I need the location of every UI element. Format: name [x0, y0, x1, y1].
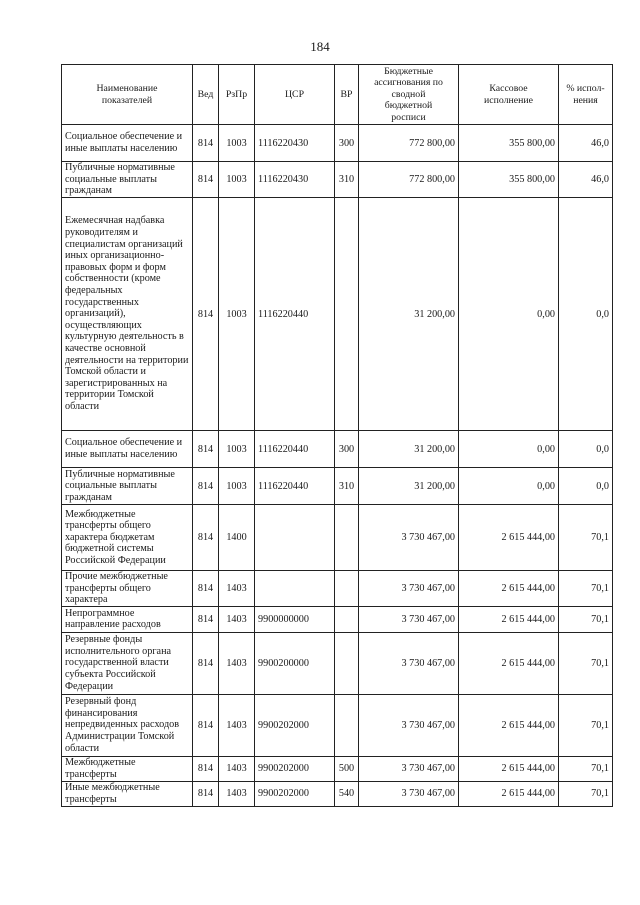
cell-percent: 46,0 — [559, 162, 613, 198]
cell-vr — [335, 606, 359, 632]
cell-vr: 310 — [335, 468, 359, 505]
cell-cash: 0,00 — [459, 431, 559, 468]
header-rzpr: РзПр — [219, 65, 255, 125]
cell-cash: 355 800,00 — [459, 125, 559, 162]
cell-ved: 814 — [193, 198, 219, 431]
header-name: Наименование показателей — [62, 65, 193, 125]
cell-ved: 814 — [193, 781, 219, 806]
cell-rzpr: 1403 — [219, 571, 255, 607]
cell-budget: 3 730 467,00 — [359, 694, 459, 756]
cell-csr: 9900200000 — [255, 632, 335, 694]
cell-ved: 814 — [193, 125, 219, 162]
cell-budget: 3 730 467,00 — [359, 571, 459, 607]
cell-rzpr: 1403 — [219, 694, 255, 756]
cell-cash: 2 615 444,00 — [459, 505, 559, 571]
cell-csr: 1116220430 — [255, 125, 335, 162]
table-row — [62, 781, 613, 806]
cell-name: Межбюджетные трансферты общего характера бюджетам бюджетной системы Российской Федерации — [62, 505, 193, 571]
header-vr: ВР — [335, 65, 359, 125]
cell-percent: 46,0 — [559, 125, 613, 162]
table-row — [62, 198, 613, 431]
cell-ved: 814 — [193, 468, 219, 505]
header-ved: Вед — [193, 65, 219, 125]
cell-percent: 0,0 — [559, 431, 613, 468]
table-row — [62, 756, 613, 781]
cell-ved: 814 — [193, 571, 219, 607]
cell-budget: 31 200,00 — [359, 431, 459, 468]
cell-budget: 3 730 467,00 — [359, 606, 459, 632]
cell-vr — [335, 694, 359, 756]
cell-cash: 0,00 — [459, 198, 559, 431]
table-row — [62, 571, 613, 607]
cell-cash: 2 615 444,00 — [459, 781, 559, 806]
cell-rzpr: 1003 — [219, 162, 255, 198]
header-budget: Бюджетные ассигнования по сводной бюджетной росписи — [359, 65, 459, 125]
cell-ved: 814 — [193, 632, 219, 694]
cell-cash: 2 615 444,00 — [459, 632, 559, 694]
cell-vr — [335, 571, 359, 607]
cell-vr: 300 — [335, 431, 359, 468]
cell-percent: 70,1 — [559, 781, 613, 806]
cell-csr: 9900000000 — [255, 606, 335, 632]
cell-vr — [335, 198, 359, 431]
header-csr: ЦСР — [255, 65, 335, 125]
cell-vr: 540 — [335, 781, 359, 806]
cell-rzpr: 1003 — [219, 431, 255, 468]
cell-csr: 1116220440 — [255, 198, 335, 431]
table-row — [62, 694, 613, 756]
cell-percent: 70,1 — [559, 571, 613, 607]
cell-percent: 0,0 — [559, 198, 613, 431]
cell-budget: 3 730 467,00 — [359, 756, 459, 781]
cell-rzpr: 1400 — [219, 505, 255, 571]
table-header-row — [62, 65, 613, 125]
cell-budget: 3 730 467,00 — [359, 781, 459, 806]
table-row — [62, 162, 613, 198]
cell-name: Публичные нормативные социальные выплаты гражданам — [62, 162, 193, 198]
cell-percent: 70,1 — [559, 505, 613, 571]
cell-vr: 500 — [335, 756, 359, 781]
cell-budget: 772 800,00 — [359, 162, 459, 198]
cell-vr: 310 — [335, 162, 359, 198]
table-row — [62, 505, 613, 571]
cell-name: Непрограммное направление расходов — [62, 606, 193, 632]
cell-ved: 814 — [193, 606, 219, 632]
cell-percent: 70,1 — [559, 606, 613, 632]
cell-csr — [255, 505, 335, 571]
cell-vr: 300 — [335, 125, 359, 162]
cell-name: Публичные нормативные социальные выплаты гражданам — [62, 468, 193, 505]
cell-budget: 31 200,00 — [359, 468, 459, 505]
cell-cash: 0,00 — [459, 468, 559, 505]
cell-name: Межбюджетные трансферты — [62, 756, 193, 781]
page-number: 184 — [310, 39, 330, 54]
cell-name: Ежемесячная надбавка руководителям и специалистам организаций иных организационно-правовых форм и форм собственности (кроме федеральных государственных организаций), осуществляющих культурную деятельность в качестве основной деятельности на территории Томской области и зарегистрированных на территории Томской области — [62, 198, 193, 431]
table-row — [62, 431, 613, 468]
cell-ved: 814 — [193, 505, 219, 571]
cell-rzpr: 1003 — [219, 125, 255, 162]
table-row — [62, 606, 613, 632]
cell-name: Социальное обеспечение и иные выплаты населению — [62, 125, 193, 162]
cell-cash: 2 615 444,00 — [459, 756, 559, 781]
cell-rzpr: 1003 — [219, 198, 255, 431]
cell-budget: 772 800,00 — [359, 125, 459, 162]
cell-budget: 31 200,00 — [359, 198, 459, 431]
cell-name: Резервный фонд финансирования непредвиденных расходов Администрации Томской области — [62, 694, 193, 756]
cell-rzpr: 1403 — [219, 756, 255, 781]
cell-cash: 2 615 444,00 — [459, 694, 559, 756]
budget-execution-table — [61, 64, 613, 807]
header-percent: % испол-нения — [559, 65, 613, 125]
cell-vr — [335, 505, 359, 571]
cell-cash: 2 615 444,00 — [459, 571, 559, 607]
cell-csr — [255, 571, 335, 607]
cell-percent: 70,1 — [559, 756, 613, 781]
cell-rzpr: 1003 — [219, 468, 255, 505]
cell-csr: 9900202000 — [255, 781, 335, 806]
cell-csr: 1116220440 — [255, 431, 335, 468]
cell-csr: 9900202000 — [255, 756, 335, 781]
cell-name: Социальное обеспечение и иные выплаты населению — [62, 431, 193, 468]
cell-rzpr: 1403 — [219, 781, 255, 806]
cell-csr: 1116220430 — [255, 162, 335, 198]
table-row — [62, 632, 613, 694]
cell-rzpr: 1403 — [219, 606, 255, 632]
header-cash: Кассовое исполнение — [459, 65, 559, 125]
cell-percent: 70,1 — [559, 632, 613, 694]
cell-name: Резервные фонды исполнительного органа государственной власти субъекта Российской Федерации — [62, 632, 193, 694]
cell-rzpr: 1403 — [219, 632, 255, 694]
cell-ved: 814 — [193, 694, 219, 756]
cell-ved: 814 — [193, 431, 219, 468]
cell-cash: 355 800,00 — [459, 162, 559, 198]
cell-budget: 3 730 467,00 — [359, 632, 459, 694]
table-row — [62, 125, 613, 162]
cell-budget: 3 730 467,00 — [359, 505, 459, 571]
cell-percent: 70,1 — [559, 694, 613, 756]
cell-csr: 9900202000 — [255, 694, 335, 756]
cell-csr: 1116220440 — [255, 468, 335, 505]
cell-ved: 814 — [193, 756, 219, 781]
table-row — [62, 468, 613, 505]
cell-cash: 2 615 444,00 — [459, 606, 559, 632]
cell-name: Прочие межбюджетные трансферты общего характера — [62, 571, 193, 607]
cell-ved: 814 — [193, 162, 219, 198]
cell-percent: 0,0 — [559, 468, 613, 505]
cell-name: Иные межбюджетные трансферты — [62, 781, 193, 806]
cell-vr — [335, 632, 359, 694]
